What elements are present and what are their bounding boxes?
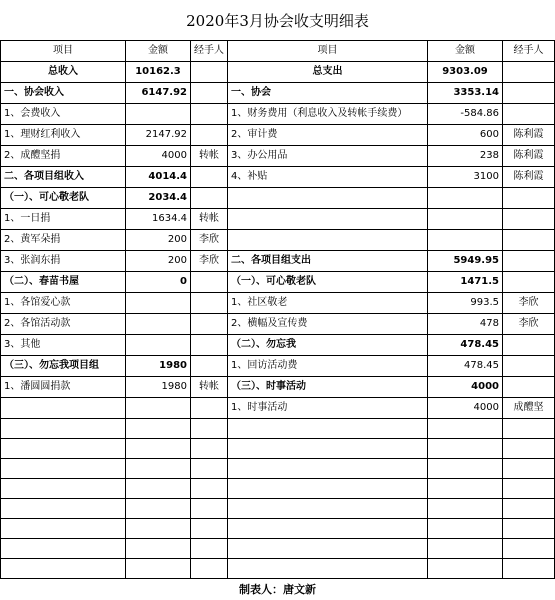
expense-amount-cell (428, 519, 503, 539)
expense-item-cell (228, 499, 428, 519)
income-handler-cell (191, 272, 228, 293)
expense-item-cell (228, 209, 428, 230)
expense-handler-cell: 陈利霞 (503, 167, 555, 188)
expense-item-cell: （三）、时事活动 (228, 377, 428, 398)
income-handler-cell: 转帐 (191, 209, 228, 230)
income-handler-cell: 李欣 (191, 230, 228, 251)
income-amount-header: 金额 (126, 41, 191, 62)
income-handler-cell: 转帐 (191, 146, 228, 167)
expense-amount-cell: 478.45 (428, 335, 503, 356)
income-amount-cell: 0 (126, 272, 191, 293)
expense-handler-cell (503, 104, 555, 125)
income-amount-cell: 2034.4 (126, 188, 191, 209)
expense-amount-cell: 4000 (428, 398, 503, 419)
expense-handler-cell (503, 251, 555, 272)
income-amount-cell (126, 398, 191, 419)
expense-handler-cell (503, 539, 555, 559)
income-handler-cell (191, 62, 228, 83)
income-handler-cell: 李欣 (191, 251, 228, 272)
income-item-cell: 总收入 (1, 62, 126, 83)
income-handler-cell (191, 459, 228, 479)
expense-handler-cell: 陈利霞 (503, 125, 555, 146)
income-amount-cell: 2147.92 (126, 125, 191, 146)
table-row (1, 251, 555, 272)
income-amount-cell (126, 335, 191, 356)
expense-item-cell (228, 230, 428, 251)
expense-amount-cell (428, 559, 503, 579)
expense-item-cell: 4、补贴 (228, 167, 428, 188)
income-amount-cell: 6147.92 (126, 83, 191, 104)
income-amount-cell (126, 459, 191, 479)
table-row (1, 167, 555, 188)
income-handler-cell (191, 125, 228, 146)
table-row (1, 314, 555, 335)
expense-item-cell (228, 419, 428, 439)
expense-handler-cell (503, 62, 555, 83)
income-item-cell (1, 499, 126, 519)
expense-item-header: 项目 (228, 41, 428, 62)
expense-handler-cell (503, 230, 555, 251)
expense-amount-cell: 3353.14 (428, 83, 503, 104)
income-amount-cell (126, 293, 191, 314)
income-amount-cell: 4000 (126, 146, 191, 167)
expense-item-cell: 2、审计费 (228, 125, 428, 146)
expense-handler-cell: 李欣 (503, 314, 555, 335)
table-row (1, 335, 555, 356)
table-row (1, 499, 555, 519)
expense-item-cell (228, 479, 428, 499)
expense-item-cell: （一）、可心敬老队 (228, 272, 428, 293)
expense-item-cell: 1、财务费用（利息收入及转帐手续费） (228, 104, 428, 125)
expense-handler-cell: 李欣 (503, 293, 555, 314)
table-row (1, 519, 555, 539)
income-item-cell: 2、成醴坚捐 (1, 146, 126, 167)
expense-handler-cell (503, 559, 555, 579)
income-amount-cell (126, 419, 191, 439)
footer-preparer-name: 唐文新 (283, 583, 316, 596)
expense-handler-cell (503, 519, 555, 539)
expense-item-cell (228, 459, 428, 479)
table-row (1, 459, 555, 479)
income-item-cell (1, 398, 126, 419)
income-handler-cell (191, 83, 228, 104)
income-item-cell: 1、各馆爱心款 (1, 293, 126, 314)
expense-amount-header: 金额 (428, 41, 503, 62)
income-amount-cell (126, 479, 191, 499)
income-amount-cell (126, 559, 191, 579)
income-amount-cell: 1980 (126, 377, 191, 398)
expense-amount-cell: 600 (428, 125, 503, 146)
table-row (1, 272, 555, 293)
income-item-cell (1, 539, 126, 559)
income-handler-cell (191, 167, 228, 188)
expense-item-cell: 一、协会 (228, 83, 428, 104)
income-handler-cell (191, 439, 228, 459)
income-handler-cell (191, 419, 228, 439)
expense-handler-cell (503, 335, 555, 356)
expense-item-cell: 1、社区敬老 (228, 293, 428, 314)
expense-amount-cell: 238 (428, 146, 503, 167)
income-amount-cell: 4014.4 (126, 167, 191, 188)
income-item-cell: 2、各馆活动款 (1, 314, 126, 335)
expense-handler-cell (503, 419, 555, 439)
table-row (1, 83, 555, 104)
income-handler-cell (191, 104, 228, 125)
income-handler-cell (191, 519, 228, 539)
table-row (1, 539, 555, 559)
expense-handler-cell (503, 83, 555, 104)
income-amount-cell: 1980 (126, 356, 191, 377)
expense-amount-cell: 478 (428, 314, 503, 335)
income-handler-header: 经手人 (191, 41, 228, 62)
expense-item-cell (228, 519, 428, 539)
income-item-cell: 1、一日捐 (1, 209, 126, 230)
table-row (1, 559, 555, 579)
table-row (1, 104, 555, 125)
table-row (1, 439, 555, 459)
income-handler-cell (191, 293, 228, 314)
income-handler-cell (191, 188, 228, 209)
income-amount-cell: 10162.3 (126, 62, 191, 83)
income-amount-cell: 200 (126, 230, 191, 251)
expense-amount-cell: 5949.95 (428, 251, 503, 272)
expense-amount-cell: 3100 (428, 167, 503, 188)
expense-handler-cell (503, 499, 555, 519)
expense-item-cell: 2、横幅及宣传费 (228, 314, 428, 335)
table-row (1, 188, 555, 209)
table-row (1, 125, 555, 146)
expense-amount-cell (428, 419, 503, 439)
income-handler-cell (191, 356, 228, 377)
ledger-table (0, 40, 555, 579)
income-item-cell (1, 439, 126, 459)
income-item-cell: （一）、可心敬老队 (1, 188, 126, 209)
expense-handler-cell (503, 459, 555, 479)
expense-amount-cell: 4000 (428, 377, 503, 398)
expense-handler-header: 经手人 (503, 41, 555, 62)
table-row (1, 209, 555, 230)
expense-amount-cell (428, 209, 503, 230)
income-amount-cell (126, 499, 191, 519)
income-amount-cell (126, 104, 191, 125)
income-handler-cell (191, 335, 228, 356)
expense-item-cell (228, 539, 428, 559)
expense-amount-cell: -584.86 (428, 104, 503, 125)
expense-item-cell: 总支出 (228, 62, 428, 83)
income-amount-cell (126, 314, 191, 335)
income-handler-cell (191, 499, 228, 519)
table-row (1, 230, 555, 251)
income-handler-cell (191, 479, 228, 499)
expense-item-cell: 二、各项目组支出 (228, 251, 428, 272)
income-item-header: 项目 (1, 41, 126, 62)
expense-item-cell (228, 559, 428, 579)
expense-handler-cell (503, 209, 555, 230)
expense-amount-cell (428, 459, 503, 479)
income-item-cell: 3、其他 (1, 335, 126, 356)
income-amount-cell (126, 439, 191, 459)
expense-amount-cell (428, 539, 503, 559)
expense-item-cell (228, 188, 428, 209)
income-handler-cell (191, 314, 228, 335)
expense-amount-cell: 478.45 (428, 356, 503, 377)
income-item-cell: 2、黄军朵捐 (1, 230, 126, 251)
income-handler-cell: 转帐 (191, 377, 228, 398)
income-item-cell: （二）、春苗书屋 (1, 272, 126, 293)
table-row (1, 356, 555, 377)
expense-item-cell (228, 439, 428, 459)
expense-handler-cell: 陈利霞 (503, 146, 555, 167)
table-row (1, 398, 555, 419)
page-title: 2020年3月协会收支明细表 (186, 12, 369, 30)
income-item-cell: 二、各项目组收入 (1, 167, 126, 188)
income-item-cell (1, 459, 126, 479)
income-amount-cell: 200 (126, 251, 191, 272)
income-handler-cell (191, 539, 228, 559)
table-row (1, 419, 555, 439)
expense-amount-cell: 993.5 (428, 293, 503, 314)
expense-handler-cell (503, 479, 555, 499)
expense-handler-cell (503, 439, 555, 459)
expense-handler-cell (503, 377, 555, 398)
income-amount-cell (126, 539, 191, 559)
income-item-cell (1, 559, 126, 579)
expense-item-cell: （二）、勿忘我 (228, 335, 428, 356)
income-item-cell: 3、张润东捐 (1, 251, 126, 272)
header-row (1, 41, 555, 62)
income-item-cell (1, 479, 126, 499)
expense-amount-cell (428, 439, 503, 459)
expense-amount-cell: 1471.5 (428, 272, 503, 293)
income-handler-cell (191, 398, 228, 419)
expense-amount-cell (428, 188, 503, 209)
footer-label: 制表人： (239, 583, 283, 596)
table-row (1, 62, 555, 83)
expense-item-cell: 1、回访活动费 (228, 356, 428, 377)
table-row (1, 146, 555, 167)
income-handler-cell (191, 559, 228, 579)
expense-amount-cell (428, 230, 503, 251)
expense-item-cell: 1、时事活动 (228, 398, 428, 419)
income-item-cell: 一、协会收入 (1, 83, 126, 104)
income-amount-cell: 1634.4 (126, 209, 191, 230)
expense-amount-cell (428, 499, 503, 519)
expense-handler-cell (503, 356, 555, 377)
income-amount-cell (126, 519, 191, 539)
expense-handler-cell: 成醴坚 (503, 398, 555, 419)
expense-handler-cell (503, 188, 555, 209)
income-item-cell (1, 419, 126, 439)
footer (0, 580, 555, 600)
expense-amount-cell (428, 479, 503, 499)
table-row (1, 377, 555, 398)
table-row (1, 479, 555, 499)
expense-amount-cell: 9303.09 (428, 62, 503, 83)
expense-handler-cell (503, 272, 555, 293)
table-row (1, 293, 555, 314)
income-item-cell: 1、理财红利收入 (1, 125, 126, 146)
income-item-cell (1, 519, 126, 539)
income-item-cell: 1、会费收入 (1, 104, 126, 125)
expense-item-cell: 3、办公用品 (228, 146, 428, 167)
income-item-cell: （三）、勿忘我项目组 (1, 356, 126, 377)
income-item-cell: 1、潘圆圆捐款 (1, 377, 126, 398)
